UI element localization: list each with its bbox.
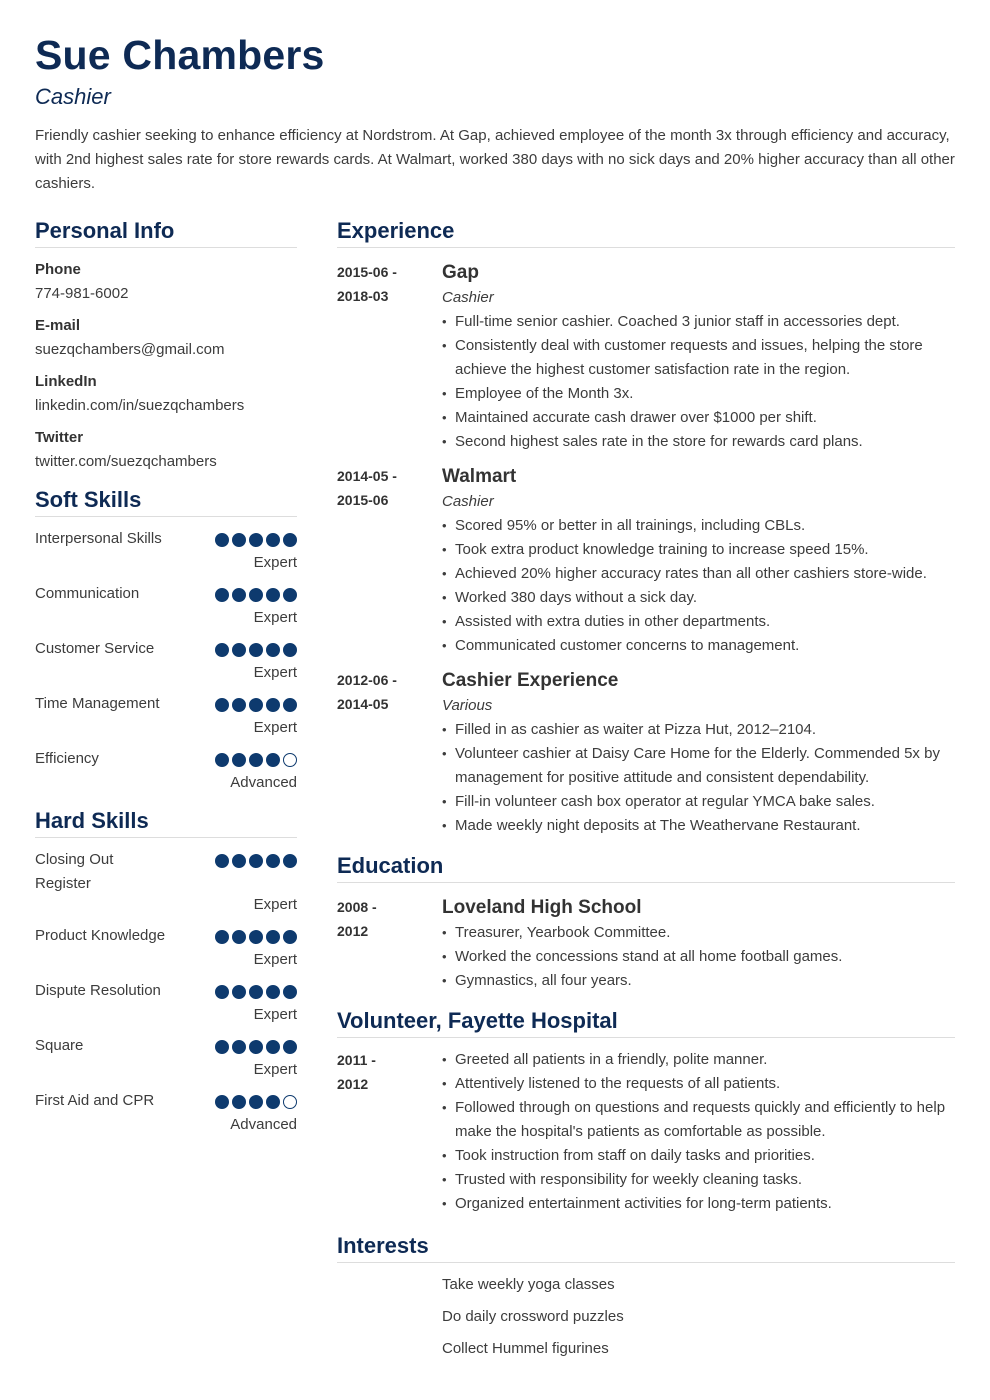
entry-body [442, 464, 955, 658]
experience-entry [337, 668, 955, 838]
filled-dot-icon [266, 854, 280, 868]
filled-dot-icon [232, 1040, 246, 1054]
bullet-item: • Attentively listened to the requests of all patients. [442, 1072, 955, 1096]
email-label: E-mail [35, 317, 81, 334]
bullet-item: • Took extra product knowledge training to increase speed 15%. [442, 538, 955, 562]
bullet-list [442, 921, 955, 993]
date-end: 2018-03 [337, 288, 389, 304]
skill-level: Advanced [230, 1116, 297, 1133]
entry-date [337, 1048, 427, 1096]
filled-dot-icon [283, 985, 297, 999]
filled-dot-icon [266, 930, 280, 944]
bullet-item: • Communicated customer concerns to management. [442, 634, 955, 658]
bullet-item: • Consistently deal with customer requests and issues, helping the store achieve the highest customer satisfaction rate in the region. [442, 334, 955, 382]
filled-dot-icon [266, 985, 280, 999]
rating-dots [215, 985, 297, 999]
email-value[interactable]: suezqchambers@gmail.com [35, 341, 225, 358]
skill-item [35, 692, 297, 740]
company-name: Gap [442, 262, 479, 283]
filled-dot-icon [232, 1095, 246, 1109]
filled-dot-icon [249, 588, 263, 602]
empty-dot-icon [283, 753, 297, 767]
bullet-item: • Assisted with extra duties in other departments. [442, 610, 955, 634]
interest-item: Take weekly yoga classes [442, 1276, 615, 1293]
date-end: 2014-05 [337, 696, 389, 712]
filled-dot-icon [249, 643, 263, 657]
filled-dot-icon [249, 753, 263, 767]
skill-item [35, 1034, 297, 1082]
skill-level: Expert [253, 951, 297, 968]
filled-dot-icon [283, 698, 297, 712]
bullet-list [442, 514, 955, 658]
filled-dot-icon [283, 854, 297, 868]
date-start: 2008 - [337, 899, 377, 915]
filled-dot-icon [249, 1040, 263, 1054]
company-name: Walmart [442, 466, 517, 487]
skill-item [35, 637, 297, 685]
hard-skills-list [35, 848, 297, 1137]
filled-dot-icon [215, 1095, 229, 1109]
rating-dots [215, 1095, 297, 1109]
linkedin-value[interactable]: linkedin.com/in/suezqchambers [35, 397, 245, 414]
rating-dots [215, 533, 297, 547]
filled-dot-icon [266, 533, 280, 547]
filled-dot-icon [266, 588, 280, 602]
entry-body [442, 1048, 955, 1216]
filled-dot-icon [232, 588, 246, 602]
filled-dot-icon [232, 698, 246, 712]
bullet-item: • Trusted with responsibility for weekly cleaning tasks. [442, 1168, 955, 1192]
empty-dot-icon [283, 1095, 297, 1109]
skill-item [35, 1089, 297, 1137]
skill-level: Expert [253, 896, 297, 913]
date-start: 2014-05 - [337, 468, 397, 484]
hard-skills-heading: Hard Skills [35, 805, 297, 838]
entry-date [337, 668, 427, 716]
candidate-name: Sue Chambers [35, 32, 325, 78]
bullet-item: • Employee of the Month 3x. [442, 382, 955, 406]
skill-name: Product Knowledge [35, 927, 166, 944]
filled-dot-icon [215, 985, 229, 999]
bullet-item: • Greeted all patients in a friendly, polite manner. [442, 1048, 955, 1072]
filled-dot-icon [215, 533, 229, 547]
soft-skills-heading: Soft Skills [35, 484, 297, 517]
skill-name: Customer Service [35, 640, 155, 657]
bullet-item: • Worked the concessions stand at all home football games. [442, 945, 955, 969]
bullet-item: • Achieved 20% higher accuracy rates than all other cashiers store-wide. [442, 562, 955, 586]
filled-dot-icon [249, 533, 263, 547]
filled-dot-icon [283, 643, 297, 657]
skill-level: Advanced [230, 774, 297, 791]
bullet-item: • Maintained accurate cash drawer over $1000 per shift. [442, 406, 955, 430]
filled-dot-icon [249, 985, 263, 999]
entry-date [337, 895, 427, 943]
skill-name: Time Management [35, 695, 160, 712]
rating-dots [215, 854, 297, 868]
skill-level: Expert [253, 1006, 297, 1023]
bullet-item: • Worked 380 days without a sick day. [442, 586, 955, 610]
skill-item [35, 979, 297, 1027]
skill-name: Dispute Resolution [35, 982, 161, 999]
skill-item [35, 582, 297, 630]
twitter-item [35, 426, 297, 474]
role: Various [442, 697, 493, 714]
filled-dot-icon [215, 930, 229, 944]
role: Cashier [442, 289, 494, 306]
entry-date [337, 260, 427, 308]
skill-name: Efficiency [35, 750, 99, 767]
date-end: 2012 [337, 1076, 369, 1092]
date-start: 2012-06 - [337, 672, 397, 688]
filled-dot-icon [249, 854, 263, 868]
filled-dot-icon [232, 930, 246, 944]
filled-dot-icon [232, 753, 246, 767]
skill-item [35, 848, 297, 917]
filled-dot-icon [215, 588, 229, 602]
filled-dot-icon [232, 643, 246, 657]
bullet-item: • Gymnastics, all four years. [442, 969, 955, 993]
interest-item: Do daily crossword puzzles [442, 1308, 624, 1325]
volunteer-entry [337, 1048, 955, 1216]
filled-dot-icon [232, 533, 246, 547]
filled-dot-icon [266, 1040, 280, 1054]
email-item [35, 314, 297, 362]
entry-body [442, 668, 955, 838]
filled-dot-icon [232, 985, 246, 999]
linkedin-label: LinkedIn [35, 373, 97, 390]
filled-dot-icon [215, 698, 229, 712]
rating-dots [215, 1040, 297, 1054]
education-entry [337, 895, 955, 993]
phone-value: 774-981-6002 [35, 285, 129, 302]
filled-dot-icon [266, 643, 280, 657]
filled-dot-icon [266, 1095, 280, 1109]
filled-dot-icon [232, 854, 246, 868]
rating-dots [215, 643, 297, 657]
skill-item [35, 527, 297, 575]
bullet-item: • Volunteer cashier at Daisy Care Home for the Elderly. Commended 5x by management for positive attitude and consistent dependability. [442, 742, 955, 790]
filled-dot-icon [283, 533, 297, 547]
bullet-list [442, 1048, 955, 1216]
bullet-item: • Second highest sales rate in the store for rewards card plans. [442, 430, 955, 454]
interest-item: Collect Hummel figurines [442, 1340, 609, 1357]
filled-dot-icon [215, 643, 229, 657]
interests-list [442, 1269, 955, 1365]
personal-info [35, 258, 297, 474]
filled-dot-icon [266, 698, 280, 712]
twitter-value[interactable]: twitter.com/suezqchambers [35, 453, 217, 470]
skill-level: Expert [253, 1061, 297, 1078]
rating-dots [215, 930, 297, 944]
filled-dot-icon [266, 753, 280, 767]
filled-dot-icon [283, 588, 297, 602]
rating-dots [215, 588, 297, 602]
date-start: 2015-06 - [337, 264, 397, 280]
filled-dot-icon [215, 854, 229, 868]
skill-item [35, 747, 297, 795]
phone-item [35, 258, 297, 306]
skill-item [35, 924, 297, 972]
school-name: Loveland High School [442, 897, 642, 918]
skill-level: Expert [253, 554, 297, 571]
skill-name: Communication [35, 585, 140, 602]
skill-name: Interpersonal Skills [35, 530, 162, 547]
bullet-item: • Made weekly night deposits at The Weathervane Restaurant. [442, 814, 955, 838]
phone-label: Phone [35, 261, 81, 278]
soft-skills-list [35, 527, 297, 795]
filled-dot-icon [215, 1040, 229, 1054]
company-name: Cashier Experience [442, 670, 619, 691]
experience-heading: Experience [337, 215, 955, 248]
left-column [35, 215, 297, 1137]
entry-body [442, 895, 955, 993]
filled-dot-icon [215, 753, 229, 767]
bullet-item: • Followed through on questions and requests quickly and efficiently to help make the hospital's patients as comfortable as possible. [442, 1096, 955, 1144]
experience-entry [337, 260, 955, 454]
entry-body [442, 260, 955, 454]
date-end: 2012 [337, 923, 369, 939]
bullet-item: • Fill-in volunteer cash box operator at regular YMCA bake sales. [442, 790, 955, 814]
summary: Friendly cashier seeking to enhance efficiency at Nordstrom. At Gap, achieved employee of the month 3x through efficiency and accuracy, with 2nd highest sales rate for store rewards cards. At Walmart, worked 380 days with no sick days and 20% higher accuracy than all other cashiers. [35, 127, 955, 192]
filled-dot-icon [249, 1095, 263, 1109]
bullet-item: • Full-time senior cashier. Coached 3 junior staff in accessories dept. [442, 310, 955, 334]
bullet-item: • Treasurer, Yearbook Committee. [442, 921, 955, 945]
volunteer-heading: Volunteer, Fayette Hospital [337, 1005, 955, 1038]
date-start: 2011 - [337, 1052, 376, 1068]
twitter-label: Twitter [35, 429, 84, 446]
skill-name: Closing Out Register [35, 851, 114, 892]
filled-dot-icon [283, 930, 297, 944]
experience-entry [337, 464, 955, 658]
entry-date [337, 464, 427, 512]
filled-dot-icon [283, 1040, 297, 1054]
rating-dots [215, 698, 297, 712]
date-end: 2015-06 [337, 492, 389, 508]
education-heading: Education [337, 850, 955, 883]
rating-dots [215, 753, 297, 767]
bullet-item: • Took instruction from staff on daily tasks and priorities. [442, 1144, 955, 1168]
skill-level: Expert [253, 719, 297, 736]
linkedin-item [35, 370, 297, 418]
filled-dot-icon [249, 698, 263, 712]
bullet-list [442, 718, 955, 838]
skill-name: Square [35, 1037, 84, 1054]
personal-info-heading: Personal Info [35, 215, 297, 248]
right-column [337, 215, 955, 1365]
skill-level: Expert [253, 609, 297, 626]
bullet-list [442, 310, 955, 454]
skill-name: First Aid and CPR [35, 1092, 155, 1109]
interests-heading: Interests [337, 1230, 955, 1263]
bullet-item: • Filled in as cashier as waiter at Pizza Hut, 2012–2104. [442, 718, 955, 742]
skill-level: Expert [253, 664, 297, 681]
bullet-item: • Scored 95% or better in all trainings, including CBLs. [442, 514, 955, 538]
filled-dot-icon [249, 930, 263, 944]
role: Cashier [442, 493, 494, 510]
bullet-item: • Organized entertainment activities for long-term patients. [442, 1192, 955, 1216]
job-title: Cashier [35, 84, 111, 109]
